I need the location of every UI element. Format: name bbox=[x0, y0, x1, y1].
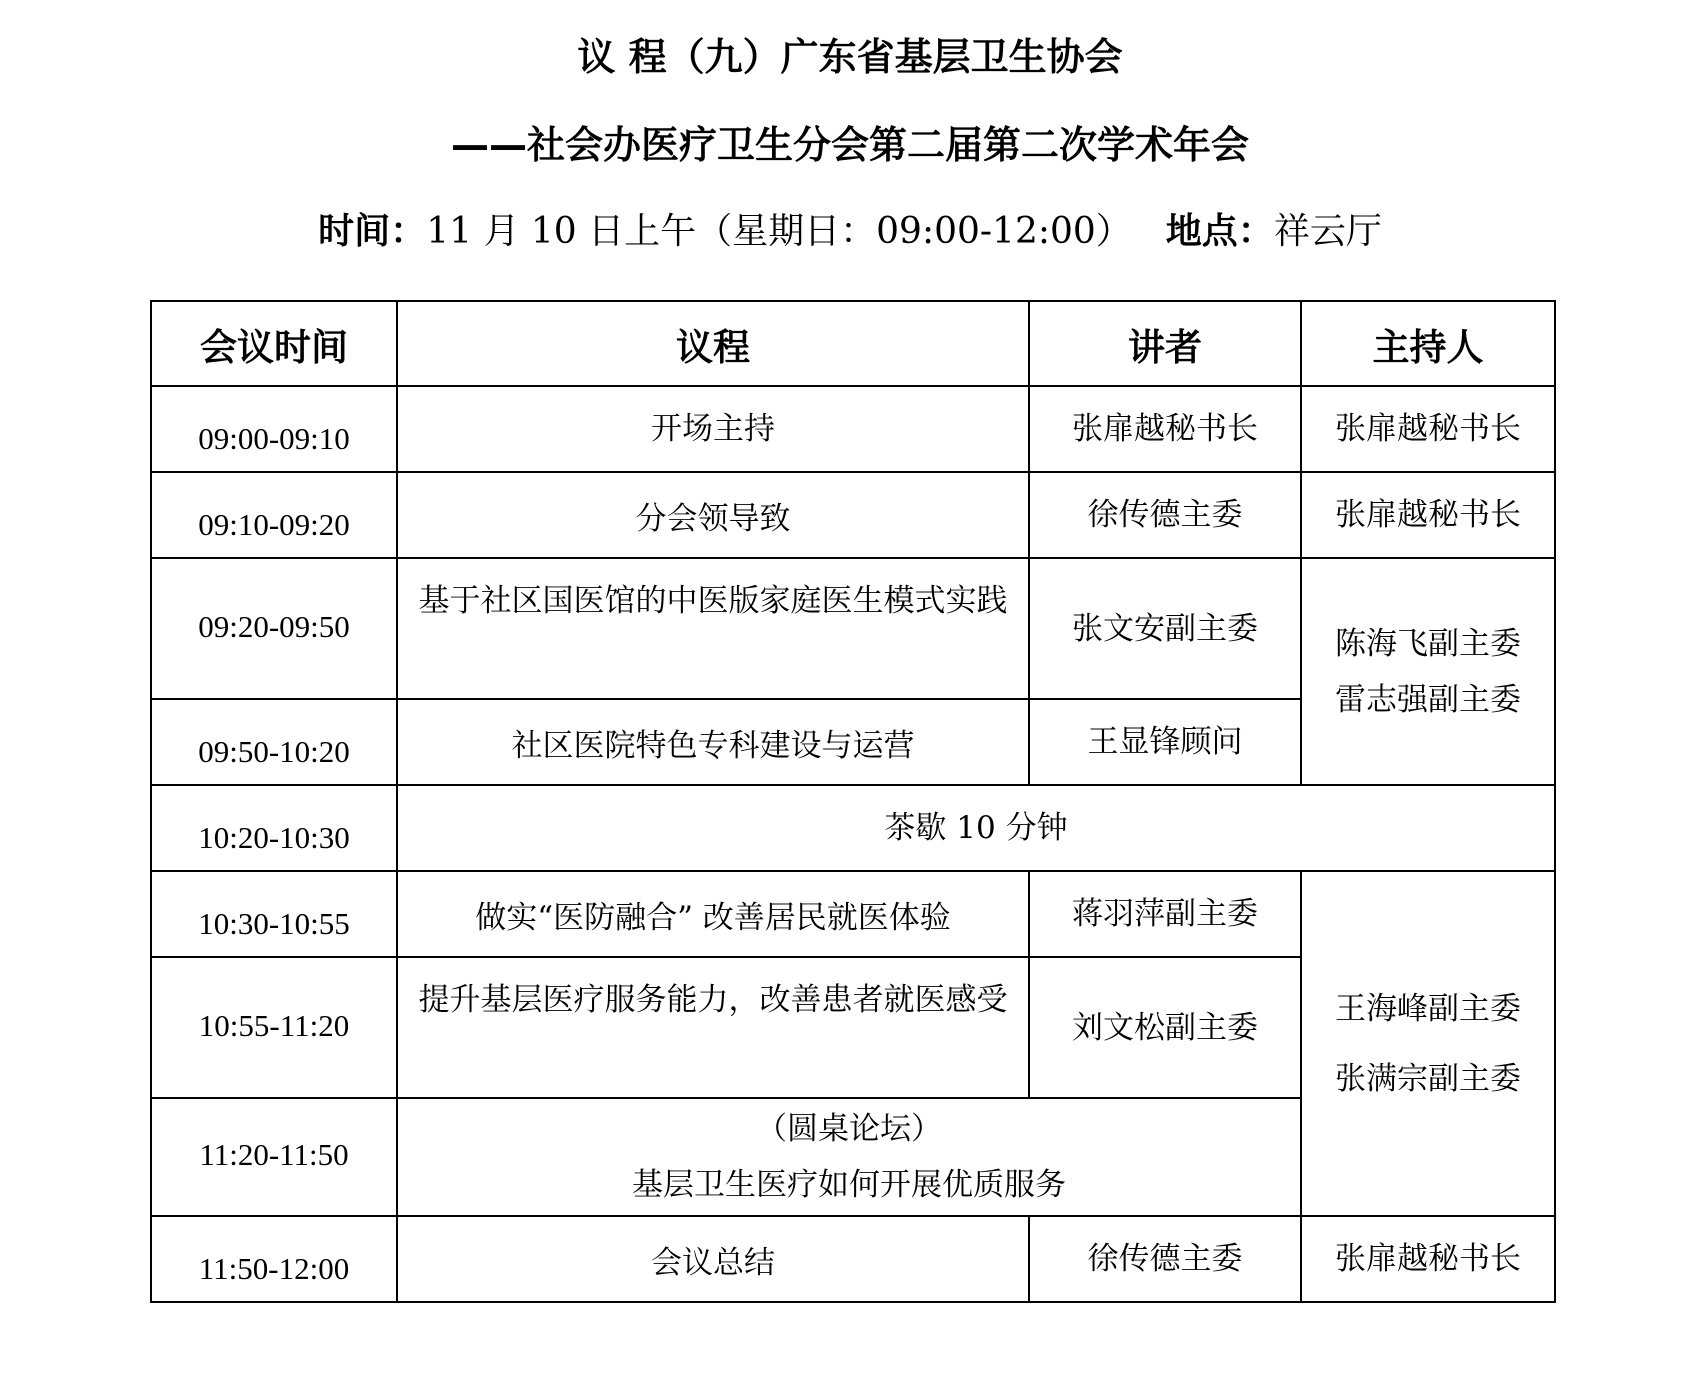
session-time: 11:20-11:50 bbox=[151, 1098, 397, 1216]
session-agenda: 基于社区国医馆的中医版家庭医生模式实践 bbox=[397, 558, 1029, 699]
table-row bbox=[151, 558, 1555, 699]
time-value: 11 月 10 日上午（星期日：09:00-12:00） bbox=[426, 211, 1132, 252]
table-row bbox=[151, 871, 1555, 957]
session-time: 09:10-09:20 bbox=[151, 472, 397, 558]
session-speaker: 张文安副主委 bbox=[1029, 558, 1301, 699]
table-row bbox=[151, 785, 1555, 871]
column-header-agenda: 议程 bbox=[397, 301, 1029, 386]
session-agenda: 提升基层医疗服务能力，改善患者就医感受 bbox=[397, 957, 1029, 1098]
column-header-time: 会议时间 bbox=[151, 301, 397, 386]
session-time: 10:30-10:55 bbox=[151, 871, 397, 957]
host-name: 王海峰副主委 bbox=[1335, 990, 1521, 1027]
session-agenda: 开场主持 bbox=[397, 386, 1029, 472]
session-time: 09:20-09:50 bbox=[151, 558, 397, 699]
session-speaker: 蒋羽萍副主委 bbox=[1029, 871, 1301, 957]
column-header-speaker: 讲者 bbox=[1029, 301, 1301, 386]
session-time: 09:50-10:20 bbox=[151, 699, 397, 785]
session-agenda: 做实“医防融合” 改善居民就医体验 bbox=[397, 871, 1029, 957]
session-speaker: 刘文松副主委 bbox=[1029, 957, 1301, 1098]
roundtable-topic: 基层卫生医疗如何开展优质服务 bbox=[632, 1167, 1066, 1203]
page-subtitle: ——社会办医疗卫生分会第二届第二次学术年会 bbox=[450, 123, 1249, 167]
host-name: 张满宗副主委 bbox=[1335, 1060, 1521, 1097]
table-row bbox=[151, 386, 1555, 472]
session-speaker: 徐传德主委 bbox=[1029, 472, 1301, 558]
roundtable-agenda bbox=[397, 1098, 1301, 1216]
session-time: 10:55-11:20 bbox=[151, 957, 397, 1098]
place-value: 祥云厅 bbox=[1273, 211, 1382, 252]
session-host: 张扉越秘书长 bbox=[1301, 1216, 1555, 1302]
session-host: 张扉越秘书长 bbox=[1301, 472, 1555, 558]
table-row bbox=[151, 472, 1555, 558]
session-speaker: 张扉越秘书长 bbox=[1029, 386, 1301, 472]
place-label: 地点： bbox=[1165, 211, 1274, 252]
table-header-row bbox=[151, 301, 1555, 386]
session-time: 09:00-09:10 bbox=[151, 386, 397, 472]
host-name: 陈海飞副主委 bbox=[1335, 625, 1521, 662]
table-row bbox=[151, 1216, 1555, 1302]
session-agenda: 社区医院特色专科建设与运营 bbox=[397, 699, 1029, 785]
session-time: 11:50-12:00 bbox=[151, 1216, 397, 1302]
page-title: 议 程（九）广东省基层卫生协会 bbox=[577, 35, 1123, 79]
session-speaker: 徐传德主委 bbox=[1029, 1216, 1301, 1302]
session-host bbox=[1301, 558, 1555, 785]
time-label: 时间： bbox=[318, 211, 427, 252]
host-name: 雷志强副主委 bbox=[1335, 681, 1521, 718]
session-agenda: 分会领导致 bbox=[397, 472, 1029, 558]
session-speaker: 王显锋顾问 bbox=[1029, 699, 1301, 785]
roundtable-label: （圆桌论坛） bbox=[756, 1111, 942, 1147]
session-agenda: 会议总结 bbox=[397, 1216, 1029, 1302]
column-header-host: 主持人 bbox=[1301, 301, 1555, 386]
tea-break: 茶歇 10 分钟 bbox=[397, 785, 1555, 871]
session-host: 张扉越秘书长 bbox=[1301, 386, 1555, 472]
meeting-info bbox=[0, 207, 1700, 257]
session-host bbox=[1301, 871, 1555, 1216]
agenda-table bbox=[150, 300, 1556, 1303]
session-time: 10:20-10:30 bbox=[151, 785, 397, 871]
